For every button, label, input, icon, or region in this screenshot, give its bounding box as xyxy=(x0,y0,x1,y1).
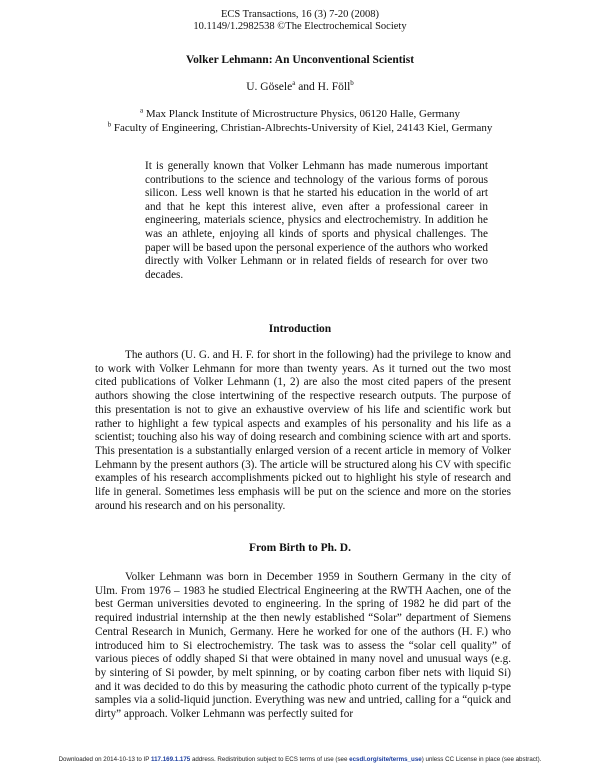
download-footer: Downloaded on 2014-10-13 to IP 117.169.1.175 address. Redistribution subject to ECS terms of use (see ecsdl.org/site/terms_use) unless CC License in place (see abstract). xyxy=(58,756,542,763)
author-1-affil-mark: a xyxy=(292,79,296,88)
section-heading-introduction: Introduction xyxy=(268,323,332,335)
doi-line: 10.1149/1.2982538 ©The Electrochemical Society xyxy=(193,21,407,32)
footer-ip: 117.169.1.175 xyxy=(151,756,191,763)
affiliation-a: $^a$ Max Planck Institute of Microstructure Physics, 06120 Halle, Germany xyxy=(140,106,460,120)
terms-link[interactable]: ecsdl.org/site/terms_use xyxy=(349,756,422,763)
affiliation-b: $^b$ Faculty of Engineering, Christian-Albrechts-University of Kiel, 24143 Kiel, Germany xyxy=(107,120,493,134)
paragraph-birth-to-phd: Volker Lehmann was born in December 1959 in Southern Germany in the city of Ulm. From 1976 – 1983 he studied Electrical Engineering at the RWTH Aachen, one of the best German universities devoted to engineering. In the spring of 1982 he did part of the required industrial internship at the then newly established “Solar” department of Siemens Central Research in Munich, Germany. Here he worked for one of the authors (H. F.) who introduced him to Si electrochemistry. The task was to assess the “solar cell quality” of various pieces of oddly shaped Si that were obtained in many novel and unusual ways (e.g. by sintering of Si powder, by melt spinning, or by coating carbon fiber nets with liquid Si) and it was decided to do this by measuring the cathodic photo current of the typically p-type samples via a solid-liquid junction. Everything was new and untried, calling for a “quick and dirty” approach. Volker Lehmann was perfectly suited for xyxy=(95,571,511,721)
author-2-affil-mark: b xyxy=(350,79,354,88)
abstract: It is generally known that Volker Lehmann has made numerous important contributions to the science and technology of the various forms of porous silicon. Less well known is that he started his education in the world of art and that he kept this interest alive, even after a professional career in engineering, materials science, physics and electrochemistry. In addition he was an athlete, enjoying all kinds of sports and physical challenges. The paper will be based upon the personal experience of the authors who worked directly with Volker Lehmann or in related fields of research for over two decades. xyxy=(145,160,488,281)
paragraph-introduction: The authors (U. G. and H. F. for short in the following) had the privilege to know and to work with Volker Lehmann for more than twenty years. As it turned out the two most cited publications of Volker Lehmann (1, 2) are also the most cited papers of the present authors showing the close intertwining of the respective research outputs. The purpose of this presentation is not to give an exhaustive overview of his life and scientific work but rather to highlight a few typical aspects and examples of his personality and his life as a scientist; touching also his way of doing research and combining science with art and sports. This presentation is a substantially enlarged version of a recent article in memory of Volker Lehmann by the present authors (3). The article will be structured along his CV with specific examples of his research accomplishments picked out to highlight his style of research and life in general. Sometimes less emphasis will be put on the science and more on the stories around his research and on his personality. xyxy=(95,349,511,512)
paper-title: Volker Lehmann: An Unconventional Scientist xyxy=(185,54,415,66)
journal-header xyxy=(0,9,600,33)
author-1: U. Gösele xyxy=(246,81,293,93)
affiliations xyxy=(0,107,600,135)
section-heading-birth-to-phd: From Birth to Ph. D. xyxy=(248,542,351,554)
author-2: and H. Föll xyxy=(295,81,351,93)
journal-citation: ECS Transactions, 16 (3) 7-20 (2008) xyxy=(220,9,380,20)
author-line xyxy=(0,81,600,93)
